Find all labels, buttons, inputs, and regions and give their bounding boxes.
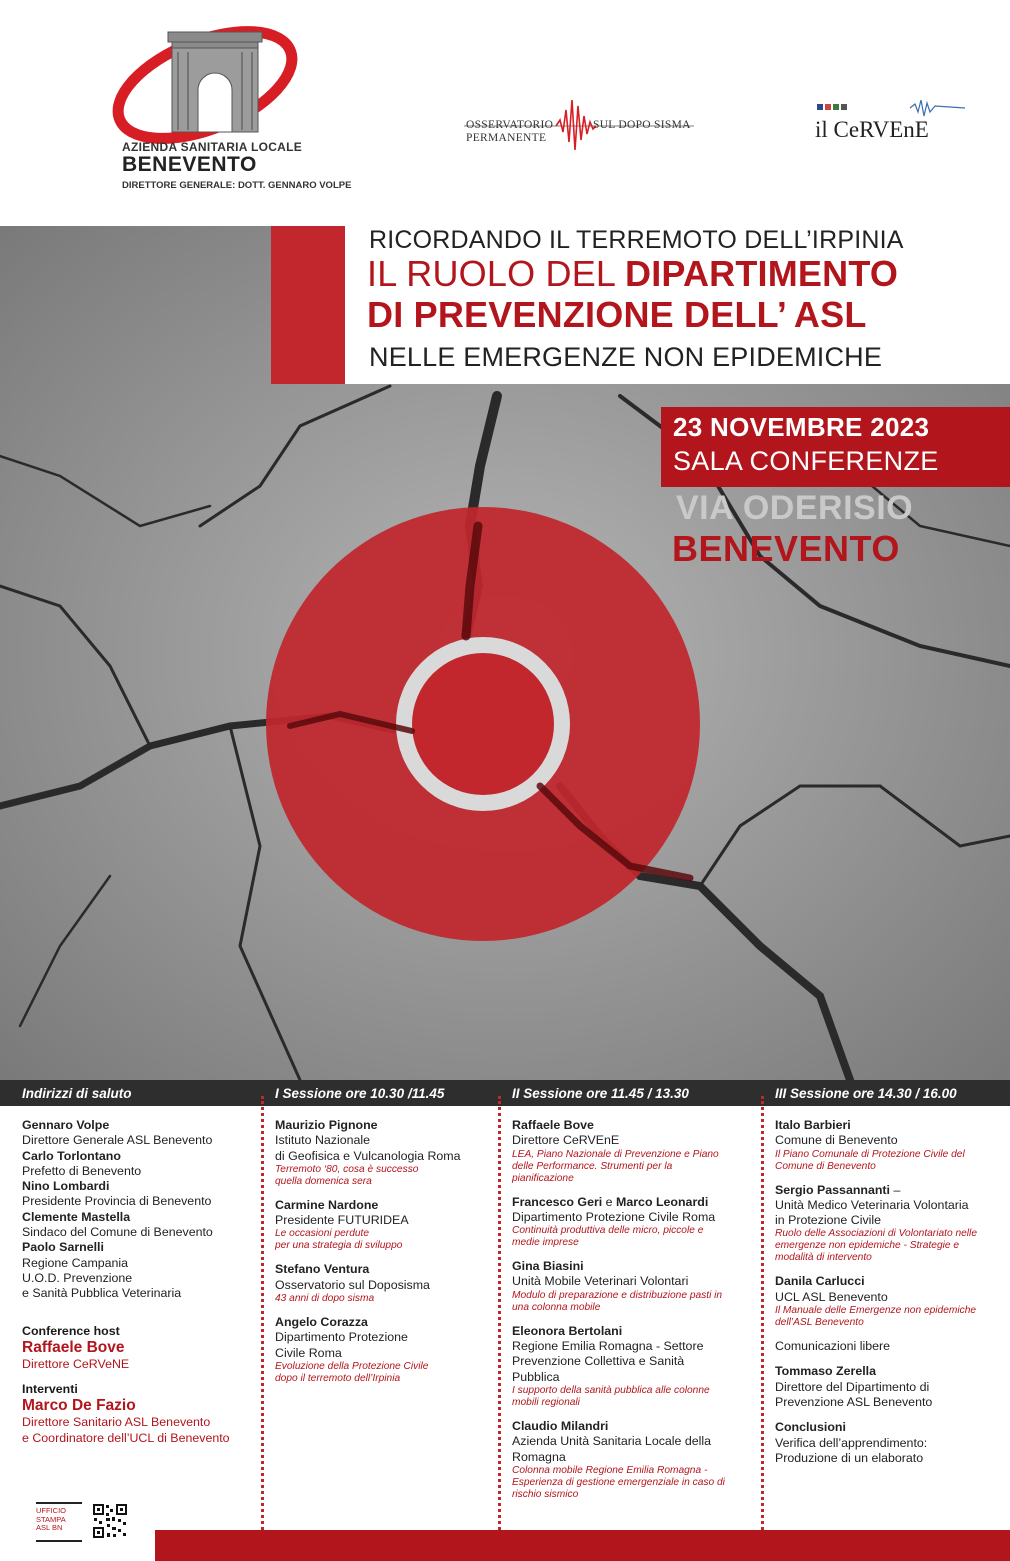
event-date: 23 NOVEMBRE 2023	[673, 412, 930, 442]
speaker-name: Raffaele Bove	[512, 1118, 594, 1132]
intervention-role: Direttore Sanitario ASL Benevento	[22, 1415, 211, 1430]
speaker-names	[512, 1195, 758, 1210]
speaker-role: Prevenzione Collettiva e Sanità	[512, 1354, 685, 1369]
event-venue: SALA CONFERENZE	[673, 446, 939, 476]
speaker-name: Carmine Nardone	[275, 1197, 379, 1212]
speaker-role: Pubblica	[512, 1369, 560, 1384]
speaker-role: Direttore CeRVEnE	[512, 1133, 620, 1148]
speaker-name: Francesco Geri	[512, 1194, 603, 1209]
speaker-role: Unità Medico Veterinaria Volontaria	[775, 1197, 969, 1212]
speaker-role: Dipartimento Protezione Civile Roma	[512, 1209, 716, 1224]
asl-logo-line2: BENEVENTO	[122, 153, 257, 176]
talk-title: Comune di Benevento	[775, 1160, 876, 1172]
qr-code-icon[interactable]	[92, 1503, 128, 1539]
speaker-role: Presidente Provincia di Benevento	[22, 1194, 212, 1209]
title-line-4: NELLE EMERGENZE NON EPIDEMICHE	[369, 342, 883, 372]
speaker-name: Tommaso Zerella	[775, 1364, 876, 1379]
talk-title: Modulo di preparazione e distribuzione pasti in	[512, 1289, 723, 1301]
program-col-session-2	[512, 1118, 758, 1501]
column-divider	[261, 1096, 264, 1536]
speaker-name: Danila Carlucci	[775, 1274, 865, 1289]
program-col-session-3	[775, 1118, 1005, 1466]
speaker-role: Prevenzione ASL Benevento	[775, 1394, 933, 1409]
col2-header: I Sessione ore 10.30 /11.45	[275, 1086, 445, 1101]
talk-title: rischio sismico	[512, 1488, 579, 1500]
speaker-role: Regione Campania	[22, 1255, 129, 1270]
osservatorio-text-2: PERMANENTE	[466, 132, 547, 144]
talk-title: dopo il terremoto dell’Irpinia	[275, 1372, 401, 1384]
speaker-name: Eleonora Bertolani	[512, 1323, 623, 1338]
speaker-name: Italo Barbieri	[775, 1118, 851, 1132]
talk-title: pianificazione	[512, 1172, 574, 1184]
talk-title: LEA, Piano Nazionale di Prevenzione e Piano	[512, 1148, 719, 1160]
talk-title: Evoluzione della Protezione Civile	[275, 1360, 429, 1372]
title-line-2	[367, 253, 898, 295]
intervention-role: e Coordinatore dell’UCL di Benevento	[22, 1430, 230, 1445]
talk-title: I supporto della sanità pubblica alle colonne	[512, 1384, 710, 1396]
program-col-session-1	[275, 1118, 497, 1385]
talk-title: delle Performance. Strumenti per la	[512, 1160, 673, 1172]
talk-title: modalità di intervento	[775, 1252, 872, 1264]
talk-title: quella domenica sera	[275, 1175, 372, 1187]
col3-header: II Sessione ore 11.45 / 13.30	[512, 1086, 689, 1101]
speaker-name: Clemente Mastella	[22, 1209, 131, 1224]
event-street: VIA ODERISIO	[676, 489, 914, 527]
speaker-role: Direttore del Dipartimento di	[775, 1379, 930, 1394]
talk-title: Il Manuale delle Emergenze non epidemiche	[775, 1305, 977, 1317]
asl-logo-director: DIRETTORE GENERALE: DOTT. GENNARO VOLPE	[122, 180, 352, 191]
talk-title: dell’ASL Benevento	[775, 1317, 864, 1329]
col4-header: III Sessione ore 14.30 / 16.00	[775, 1086, 957, 1101]
title-line-2-bold: DIPARTIMENTO	[625, 253, 899, 294]
col1-header: Indirizzi di saluto	[22, 1086, 132, 1101]
speaker-role: Comune di Benevento	[775, 1133, 898, 1148]
speaker-role: Istituto Nazionale	[275, 1133, 371, 1148]
conclusions-text: Verifica dell’apprendimento:	[775, 1435, 928, 1450]
speaker-name: Maurizio Pignone	[275, 1118, 378, 1132]
speaker-line	[775, 1183, 1005, 1198]
talk-title: Esperienza di gestione emergenziale in caso di	[512, 1476, 725, 1488]
speaker-role: Regione Emilia Romagna - Settore	[512, 1339, 704, 1354]
host-role: Direttore CeRVeNE	[22, 1356, 130, 1371]
speaker-role: Presidente FUTURIDEA	[275, 1213, 409, 1228]
column-divider	[498, 1096, 501, 1536]
ufficio-stampa-logo	[36, 1502, 82, 1542]
talk-title: 43 anni di dopo sisma	[275, 1293, 375, 1305]
target-inner-circle	[412, 653, 554, 795]
speaker-role: in Protezione Civile	[775, 1213, 882, 1228]
talk-title: mobili regionali	[512, 1396, 580, 1408]
event-city: BENEVENTO	[672, 528, 900, 569]
speaker-role: Sindaco del Comune di Benevento	[22, 1225, 213, 1240]
speaker-role: di Geofisica e Vulcanologia Roma	[275, 1148, 461, 1163]
speaker-name: Gennaro Volpe	[22, 1118, 110, 1132]
conclusions-label: Conclusioni	[775, 1420, 846, 1435]
program-col-greetings	[22, 1118, 254, 1446]
speaker-name: Marco Leonardi	[616, 1194, 709, 1209]
speaker-role: Civile Roma	[275, 1345, 342, 1360]
talk-title: Continuità produttiva delle micro, piccole e	[512, 1225, 704, 1237]
osservatorio-text-1: OSSERVATORIO	[466, 119, 554, 131]
program-header-strip	[0, 1080, 1010, 1106]
talk-title: medie imprese	[512, 1237, 579, 1249]
speaker-connector: e	[602, 1194, 617, 1209]
talk-title: emergenze non epidemiche - Strategie e	[775, 1240, 960, 1252]
speaker-role: Dipartimento Protezione	[275, 1330, 408, 1345]
talk-title: Colonna mobile Regione Emilia Romagna -	[512, 1464, 708, 1476]
intervention-name: Marco De Fazio	[22, 1397, 136, 1415]
speaker-name: Carlo Torlontano	[22, 1148, 121, 1163]
ufficio-line: STAMPA	[36, 1514, 66, 1524]
title-line-2-light: IL RUOLO DEL	[367, 253, 626, 294]
speaker-role: Prefetto di Benevento	[22, 1163, 142, 1178]
speaker-role: UCL ASL Benevento	[775, 1289, 888, 1304]
speaker-role: Osservatorio sul Doposisma	[275, 1277, 430, 1292]
cervene-logo-text: il CeRVEnE	[815, 117, 929, 142]
speaker-name: Angelo Corazza	[275, 1315, 368, 1330]
speaker-role: Azienda Unità Sanitaria Locale della	[512, 1434, 712, 1449]
speaker-role: Direttore Generale ASL Benevento	[22, 1133, 213, 1148]
talk-title: per una strategia di sviluppo	[275, 1240, 403, 1252]
speaker-role: U.O.D. Prevenzione	[22, 1270, 133, 1285]
speaker-role: Romagna	[512, 1449, 566, 1464]
ufficio-line: ASL BN	[36, 1523, 63, 1532]
speaker-name: Paolo Sarnelli	[22, 1240, 104, 1255]
title-red-accent	[271, 226, 345, 384]
conclusions-text: Produzione di un elaborato	[775, 1450, 924, 1465]
talk-title: una colonna mobile	[512, 1301, 601, 1313]
speaker-dash: –	[890, 1182, 901, 1197]
free-communications: Comunicazioni libere	[775, 1339, 891, 1354]
host-label: Conference host	[22, 1323, 120, 1338]
talk-title: Le occasioni perdute	[275, 1228, 370, 1240]
speaker-name: Sergio Passannanti	[775, 1182, 890, 1197]
footer-red-bar	[155, 1530, 1010, 1561]
ufficio-line: UFFICIO	[36, 1506, 66, 1515]
speaker-name: Nino Lombardi	[22, 1179, 110, 1194]
talk-title: Terremoto ‘80, cosa è successo	[275, 1163, 419, 1175]
talk-title: Il Piano Comunale di Protezione Civile del	[775, 1148, 965, 1160]
interventions-label: Interventi	[22, 1382, 78, 1397]
talk-title: Ruolo delle Associazioni di Volontariato nelle	[775, 1228, 977, 1240]
osservatorio-text-3: SUL DOPO SISMA	[593, 119, 691, 131]
column-divider	[761, 1096, 764, 1536]
speaker-role: Unità Mobile Veterinari Volontari	[512, 1274, 689, 1289]
speaker-role: e Sanità Pubblica Veterinaria	[22, 1286, 182, 1301]
speaker-name: Claudio Milandri	[512, 1418, 609, 1433]
asl-logo-line1: AZIENDA SANITARIA LOCALE	[122, 140, 303, 154]
title-line-1: RICORDANDO IL TERREMOTO DELL’IRPINIA	[369, 226, 904, 254]
title-line-3: DI PREVENZIONE DELL’ ASL	[367, 294, 867, 335]
host-name: Raffaele Bove	[22, 1338, 125, 1356]
speaker-name: Gina Biasini	[512, 1259, 584, 1274]
speaker-name: Stefano Ventura	[275, 1262, 370, 1277]
